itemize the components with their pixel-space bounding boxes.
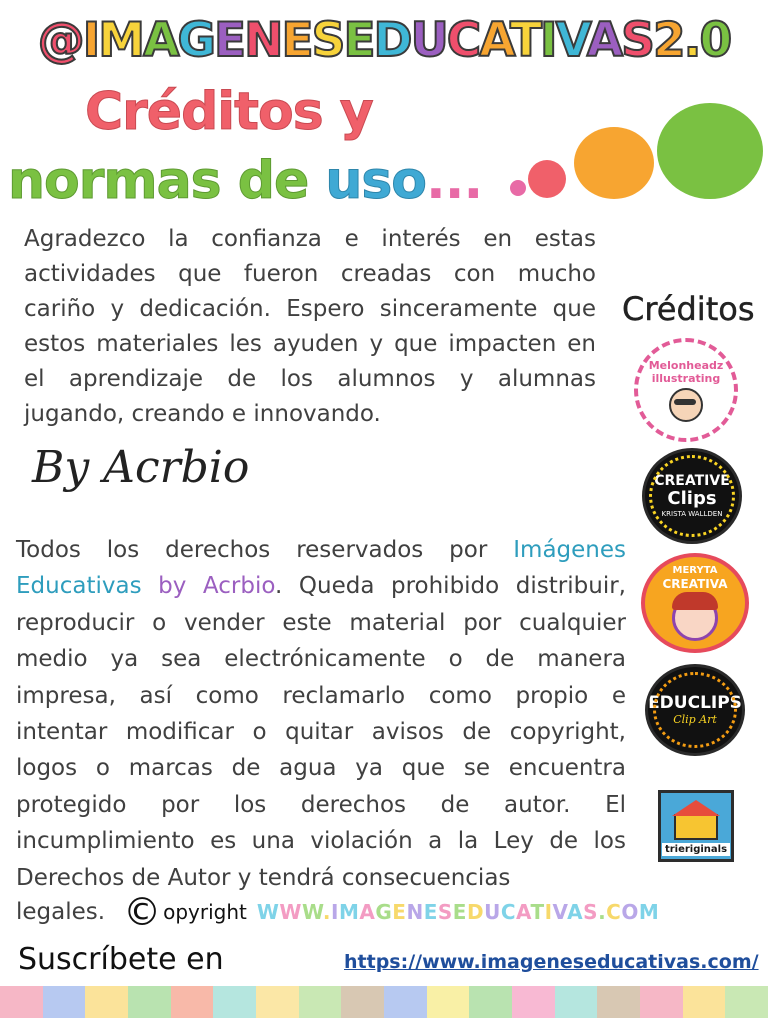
banner-letter: M [98, 13, 144, 68]
banner-letter: A [143, 13, 178, 68]
banner-letter: E [281, 13, 312, 68]
banner-letter: A [586, 13, 622, 68]
meryta-creativa-logo[interactable] [641, 553, 749, 653]
creative-clips-text1: CREATIVE [654, 473, 730, 489]
meryta-logo-text2: CREATIVA [662, 577, 728, 591]
watermark-letter: W [279, 900, 302, 924]
watermark-letter: T [530, 900, 545, 924]
banner-letter: V [555, 13, 587, 68]
watermark-letter: V [552, 900, 568, 924]
rights-text-part1: Todos los derechos reservados por [16, 537, 514, 563]
page-title-line1: Créditos y [85, 82, 373, 142]
color-stripe-segment [384, 986, 427, 1018]
girl-character-icon [672, 595, 718, 641]
watermark-letter: W [256, 900, 280, 924]
decorative-dot-coral [528, 160, 566, 198]
title-uso: uso [325, 151, 427, 211]
watermark-letter: C [500, 900, 516, 924]
watermark-letter: D [466, 900, 485, 924]
color-stripe-segment [341, 986, 384, 1018]
color-stripe-segment [427, 986, 470, 1018]
melonheadz-logo-text2: illustrating [651, 371, 721, 385]
watermark-letter: G [375, 900, 393, 924]
creative-clips-text3: KRISTA WALLDEN [661, 510, 723, 518]
banner-letter: 2 [652, 13, 684, 68]
melonheadz-logo[interactable] [634, 338, 738, 442]
decorative-dot-orange [574, 127, 654, 199]
watermark-letter: E [452, 900, 467, 924]
color-stripe-segment [256, 986, 299, 1018]
banner-letter: A [479, 13, 510, 68]
watermark-letter: E [423, 900, 438, 924]
dotted-ring-decoration [653, 672, 737, 748]
dotted-ring-decoration [649, 455, 735, 537]
educlips-logo-text2: Clip Art [673, 713, 717, 726]
watermark-letter: M [638, 900, 660, 924]
banner-letter: U [410, 13, 447, 68]
character-face-icon [669, 388, 703, 422]
watermark-letter: O [621, 900, 639, 924]
website-watermark [257, 900, 659, 924]
banner-letter: D [373, 13, 411, 68]
watermark-letter: N [406, 900, 424, 924]
title-normas-de: normas de [8, 151, 326, 211]
site-handle-banner [0, 6, 768, 76]
credits-title: Créditos [622, 290, 755, 328]
watermark-letter: . [598, 900, 607, 924]
color-stripe-segment [43, 986, 86, 1018]
website-link[interactable]: https://www.imageneseducativas.com/ [344, 951, 759, 973]
watermark-letter: U [484, 900, 501, 924]
banner-letter: E [214, 13, 245, 68]
watermark-letter: A [359, 900, 376, 924]
watermark-letter: I [331, 900, 339, 924]
decorative-dot-green [657, 103, 763, 199]
color-stripe-segment [640, 986, 683, 1018]
watermark-letter: A [567, 900, 584, 924]
copyright-icon: © [123, 890, 162, 934]
decorative-dot-pink [510, 180, 526, 196]
page-title-line2 [8, 150, 482, 212]
rights-last-word: legales. [16, 899, 106, 925]
banner-letter: I [82, 13, 99, 68]
color-stripe-segment [683, 986, 726, 1018]
watermark-letter: S [437, 900, 453, 924]
brand-name: Imágenes Educativas [16, 537, 626, 600]
banner-letter: @ [37, 13, 83, 68]
banner-letter: N [244, 13, 282, 68]
watermark-letter: . [322, 900, 332, 924]
color-stripe-segment [128, 986, 171, 1018]
color-stripe-segment [512, 986, 555, 1018]
banner-letter: 0 [699, 13, 731, 68]
copyright-row [16, 890, 660, 934]
banner-letter: T [509, 13, 541, 68]
copyright-word: opyright [163, 900, 247, 924]
educlips-logo-text1: EDUCLIPS [648, 693, 742, 713]
color-stripe-segment [555, 986, 598, 1018]
watermark-letter: M [338, 900, 360, 924]
banner-letter: G [177, 13, 215, 68]
watermark-letter: S [583, 900, 599, 924]
banner-letter: I [540, 13, 556, 68]
watermark-letter: E [392, 900, 407, 924]
melonheadz-logo-text1: Melonheadz [648, 358, 724, 372]
color-stripe-segment [0, 986, 43, 1018]
creative-clips-logo[interactable] [642, 448, 742, 544]
color-stripe-segment [299, 986, 342, 1018]
trieriginals-logo-text: trieriginals [662, 843, 730, 856]
author-signature: By Acrbio [32, 442, 250, 493]
meryta-logo-text1: MERYTA [672, 565, 718, 576]
banner-letter: S [621, 13, 653, 68]
color-stripe-segment [597, 986, 640, 1018]
watermark-letter: C [606, 900, 622, 924]
color-stripe-bar [0, 986, 768, 1018]
banner-letter: E [343, 13, 374, 68]
watermark-letter: W [301, 900, 323, 924]
house-icon [674, 814, 718, 840]
color-stripe-segment [725, 986, 768, 1018]
rights-text-part2: . Queda prohibido distribuir, reproducir o vender este material por cualquier medio ya sea electrónicamente o de manera impresa, así como reclamarlo como propio e intentar modificar o quitar avisos de copyright, logos o marcas de agua ya que se encuentra protegido por los derechos de autor. El incumplimiento es una violación a la Ley de los Derechos de Autor y tendrá consecuencias [16, 573, 626, 891]
educlips-logo[interactable] [645, 664, 745, 756]
title-ellipsis: ... [426, 151, 483, 211]
watermark-letter: A [516, 900, 531, 924]
subscribe-label: Suscríbete en [18, 942, 224, 977]
color-stripe-segment [213, 986, 256, 1018]
banner-letter: . [683, 13, 700, 68]
color-stripe-segment [85, 986, 128, 1018]
color-stripe-segment [171, 986, 214, 1018]
banner-letter: S [311, 13, 344, 68]
color-stripe-segment [469, 986, 512, 1018]
creative-clips-text2: Clips [667, 488, 717, 509]
intro-paragraph: Agradezco la confianza e interés en estas actividades que fueron creadas con mucho cariño y dedicación. Espero sinceramente que estos materiales les ayuden y que impacten en el aprendizaje de los alumnos y alumnas jugando, creando e innovando. [24, 226, 596, 427]
watermark-letter: I [544, 900, 553, 924]
trieriginals-logo[interactable] [658, 790, 734, 862]
rights-paragraph [16, 532, 626, 896]
banner-letter: C [446, 13, 480, 68]
brand-author: by Acrbio [158, 573, 275, 600]
